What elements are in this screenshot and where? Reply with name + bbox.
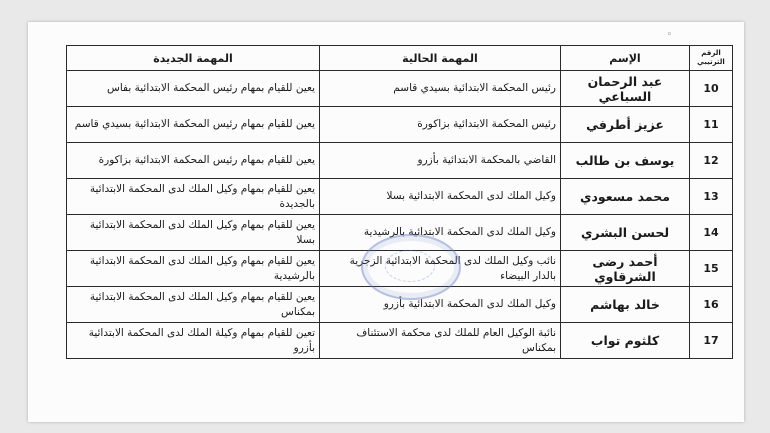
row-name: عزيز أطرفي <box>561 107 690 143</box>
row-number: 17 <box>690 323 733 359</box>
table-row <box>67 323 733 359</box>
row-current-role: وكيل الملك لدى المحكمة الابتدائية بسلا <box>320 179 561 215</box>
row-current-role: نائبة الوكيل العام للملك لدى محكمة الاستئناف بمكناس <box>320 323 561 359</box>
row-name: أحمد رضى الشرقاوي <box>561 251 690 287</box>
table-row <box>67 143 733 179</box>
header-current-role: المهمة الحالية <box>320 46 561 71</box>
table-row <box>67 215 733 251</box>
row-current-role: وكيل الملك لدى المحكمة الابتدائية بأزرو <box>320 287 561 323</box>
stray-mark: ◦ <box>666 30 672 40</box>
row-current-role: رئيس المحكمة الابتدائية بزاكورة <box>320 107 561 143</box>
row-number: 14 <box>690 215 733 251</box>
row-name: لحسن البشري <box>561 215 690 251</box>
row-name: كلثوم تواب <box>561 323 690 359</box>
row-number: 10 <box>690 71 733 107</box>
row-number: 11 <box>690 107 733 143</box>
row-number: 13 <box>690 179 733 215</box>
row-name: محمد مسعودي <box>561 179 690 215</box>
header-row <box>67 46 733 71</box>
table-body <box>67 71 733 359</box>
appointments-table <box>66 45 733 359</box>
row-new-role: تعين للقيام بمهام وكيلة الملك لدى المحكمة الابتدائية بأزرو <box>67 323 320 359</box>
row-name: يوسف بن طالب <box>561 143 690 179</box>
row-current-role: رئيس المحكمة الابتدائية بسيدي قاسم <box>320 71 561 107</box>
row-new-role: يعين للقيام بمهام رئيس المحكمة الابتدائية بسيدي قاسم <box>67 107 320 143</box>
row-new-role: يعين للقيام بمهام رئيس المحكمة الابتدائية بفاس <box>67 71 320 107</box>
table-row <box>67 287 733 323</box>
document-page <box>28 22 744 422</box>
table-row <box>67 179 733 215</box>
header-new-role: المهمة الجديدة <box>67 46 320 71</box>
row-new-role: يعين للقيام بمهام وكيل الملك لدى المحكمة الابتدائية بالرشيدية <box>67 251 320 287</box>
table-row <box>67 251 733 287</box>
table-row <box>67 107 733 143</box>
row-new-role: يعين للقيام بمهام وكيل الملك لدى المحكمة الابتدائية بالجديدة <box>67 179 320 215</box>
row-current-role: وكيل الملك لدى المحكمة الابتدائية بالرشيدية <box>320 215 561 251</box>
row-number: 15 <box>690 251 733 287</box>
table-header <box>67 46 733 71</box>
row-new-role: يعين للقيام بمهام وكيل الملك لدى المحكمة الابتدائية بسلا <box>67 215 320 251</box>
row-current-role: نائب وكيل الملك لدى المحكمة الابتدائية الزجرية بالدار البيضاء <box>320 251 561 287</box>
row-number: 12 <box>690 143 733 179</box>
header-name: الإسم <box>561 46 690 71</box>
row-new-role: يعين للقيام بمهام وكيل الملك لدى المحكمة الابتدائية بمكناس <box>67 287 320 323</box>
row-number: 16 <box>690 287 733 323</box>
row-name: عبد الرحمان السباعي <box>561 71 690 107</box>
row-new-role: يعين للقيام بمهام رئيس المحكمة الابتدائية بزاكورة <box>67 143 320 179</box>
row-current-role: القاضي بالمحكمة الابتدائية بأزرو <box>320 143 561 179</box>
row-name: خالد بهاشم <box>561 287 690 323</box>
header-number: الرقم الترتيبي <box>690 46 733 71</box>
table-row <box>67 71 733 107</box>
